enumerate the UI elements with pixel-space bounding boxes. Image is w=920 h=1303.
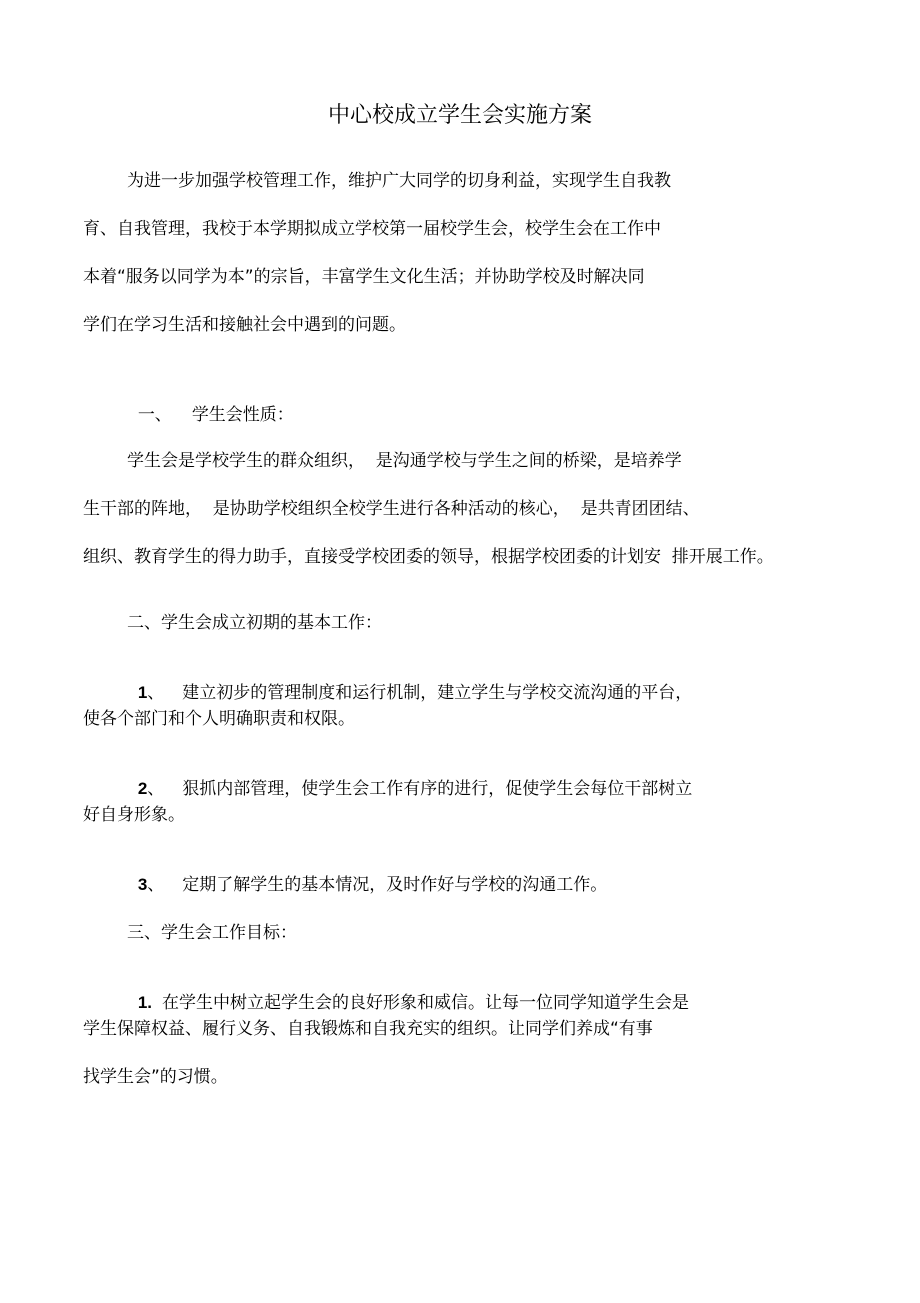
section-1-heading-text: 学生会性质： (191, 405, 294, 425)
section-1-heading-number: 一、 (137, 405, 172, 425)
section-3-item-1 (127, 970, 689, 1014)
item-marker: 、 (147, 875, 165, 895)
section-1-line-2: 生干部的阵地， 是协助学校组织全校学生进行各种活动的核心， 是共青团团结、 (83, 499, 700, 519)
item-number: 3 (137, 875, 148, 894)
section-2-item-1 (127, 660, 692, 704)
intro-line-3: 本着“服务以同学为本”的宗旨，丰富学生文化生活；并协助学校及时解决同 (83, 267, 645, 287)
item-text: 建立初步的管理制度和运行机制，建立学生与学校交流沟通的平台， (182, 683, 693, 703)
intro-line-1: 为进一步加强学校管理工作，维护广大同学的切身利益，实现学生自我教 (127, 171, 671, 191)
section-2-item-2-cont: 好自身形象。 (83, 805, 185, 825)
section-2-item-3 (127, 852, 607, 896)
item-marker: 、 (147, 683, 165, 703)
section-3-heading: 三、学生会工作目标： (127, 923, 297, 943)
item-text: 定期了解学生的基本情况，及时作好与学校的沟通工作。 (182, 875, 608, 895)
item-number: 2 (137, 779, 148, 798)
section-1-heading (127, 382, 294, 426)
item-number: 1 (137, 683, 148, 702)
item-marker: 、 (147, 779, 165, 799)
intro-line-4: 学们在学习生活和接触社会中遇到的问题。 (83, 315, 406, 335)
section-2-heading: 二、学生会成立初期的基本工作： (127, 613, 382, 633)
section-3-item-1-cont-1: 学生保障权益、履行义务、自我锻炼和自我充实的组织。让同学们养成“有事 (83, 1019, 653, 1039)
item-text: 在学生中树立起学生会的良好形象和威信。让每一位同学知道学生会是 (162, 993, 690, 1013)
item-text: 狠抓内部管理，使学生会工作有序的进行，促使学生会每位干部树立 (182, 779, 693, 799)
item-number: 1 (137, 993, 148, 1012)
item-marker: . (147, 993, 153, 1012)
section-3-item-1-cont-2: 找学生会”的习惯。 (83, 1067, 228, 1087)
section-2-item-1-cont: 使各个部门和个人明确职责和权限。 (83, 709, 355, 729)
section-2-item-2 (127, 756, 692, 800)
section-1-line-3: 组织、教育学生的得力助手，直接受学校团委的领导，根据学校团委的计划安 排开展工作。 (83, 547, 774, 567)
intro-line-2: 育、自我管理，我校于本学期拟成立学校第一届校学生会，校学生会在工作中 (83, 219, 661, 239)
section-1-line-1: 学生会是学校学生的群众组织， 是沟通学校与学生之间的桥梁，是培养学 (127, 451, 682, 471)
document-title: 中心校成立学生会实施方案 (327, 103, 592, 128)
